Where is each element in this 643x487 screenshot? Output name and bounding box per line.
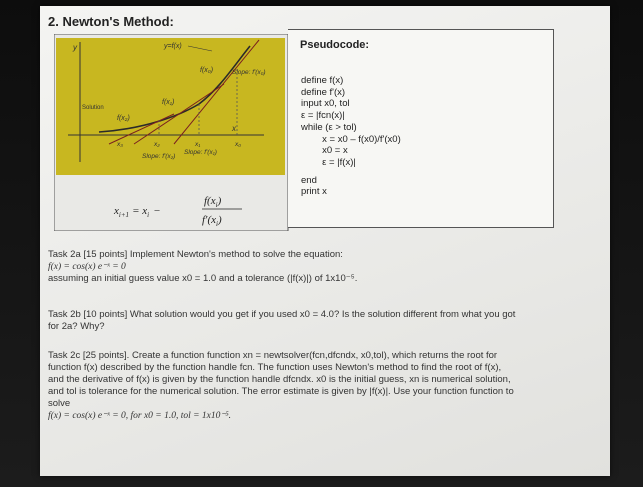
- slope-mid-label: Slope: f'(x₁): [184, 149, 217, 156]
- x2-label: x₂: [154, 141, 160, 148]
- task-2c-equation: f(x) = cos(x) e⁻ˣ = 0, for x0 = 1.0, tol = 1x10⁻⁵.: [48, 411, 232, 421]
- task-2b-text: Task 2b [10 points] What solution would you get if you used x0 = 4.0? Is the solution different from what you got for 2a? Why?: [48, 309, 516, 332]
- document-page: [40, 6, 610, 476]
- pseudocode-title: Pseudocode:: [300, 39, 370, 51]
- svg-text:xi+1= xi−: $x_{i+1} = x_i$ −: [114, 205, 161, 219]
- curve-label: y=f(x): [164, 43, 182, 50]
- x0-label: x₀: [235, 141, 241, 148]
- task-2a-conditions: assuming an initial guess value x0 = 1.0 and a tolerance (|f(x)|) of 1x10⁻⁵.: [48, 273, 358, 284]
- x1-label: x₁: [195, 141, 201, 148]
- svg-text:f(xi): $f(x_i)$: [204, 195, 222, 209]
- svg-text:f′(xi): $f'(x_i)$: [202, 214, 222, 228]
- pseudocode-line: x0 = x: [301, 145, 348, 157]
- pseudocode-lines: [301, 75, 401, 198]
- y-axis-label: y: [73, 43, 77, 52]
- solution-label: Solution: [82, 105, 104, 111]
- pseudocode-box: [288, 29, 554, 228]
- x3-label: x₃: [117, 141, 123, 148]
- pseudocode-line: define f(x): [301, 75, 344, 86]
- pseudocode-line: x = x0 – f(x0)/f'(x0): [301, 133, 401, 145]
- pseudocode-line: define f'(x): [301, 86, 346, 98]
- point-label-fx2: f(x₂): [117, 115, 130, 122]
- point-label-fx1: f(x₁): [162, 99, 175, 106]
- point-label-fx0: f(x₀): [200, 67, 214, 74]
- x-axis-label: x: [232, 124, 236, 133]
- pseudocode-line: ε = |fcn(x)|: [301, 110, 345, 122]
- slope-left-label: Slope: f'(x₂): [142, 153, 176, 160]
- pseudocode-line: input x0, tol: [301, 98, 350, 110]
- task-2a-heading: Task 2a [15 points] Implement Newton's method to solve the equation:: [48, 249, 343, 260]
- task-2a: [48, 249, 518, 285]
- pseudocode-line: print x: [301, 186, 327, 198]
- task-2c: [48, 350, 518, 422]
- task-2b: [48, 309, 518, 333]
- pseudocode-line: while (ε > tol): [301, 121, 357, 133]
- task-2a-equation: f(x) = cos(x) e⁻ˣ = 0: [48, 262, 126, 272]
- section-title: 2. Newton's Method:: [48, 14, 174, 29]
- pseudocode-line: ε = |f(x)|: [301, 156, 356, 168]
- task-2c-text: Task 2c [25 points]. Create a function function xn = newtsolver(fcn,dfcndx, x0,tol), which returns the root for function f(x) described by the function handle fcn. The function uses Newton's method to find the root of f(x), and the derivative of f(x) is given by the function handle dfcndx. x0 is the initial guess, xn is numerical solution, and tol is tolerance for the numerical solution. The error estimate is given by |f(x)|. Use your function function to solve: [48, 350, 514, 409]
- pseudocode-line: end: [301, 174, 317, 186]
- slope-top-label: Slope: f'(x₀): [232, 69, 266, 76]
